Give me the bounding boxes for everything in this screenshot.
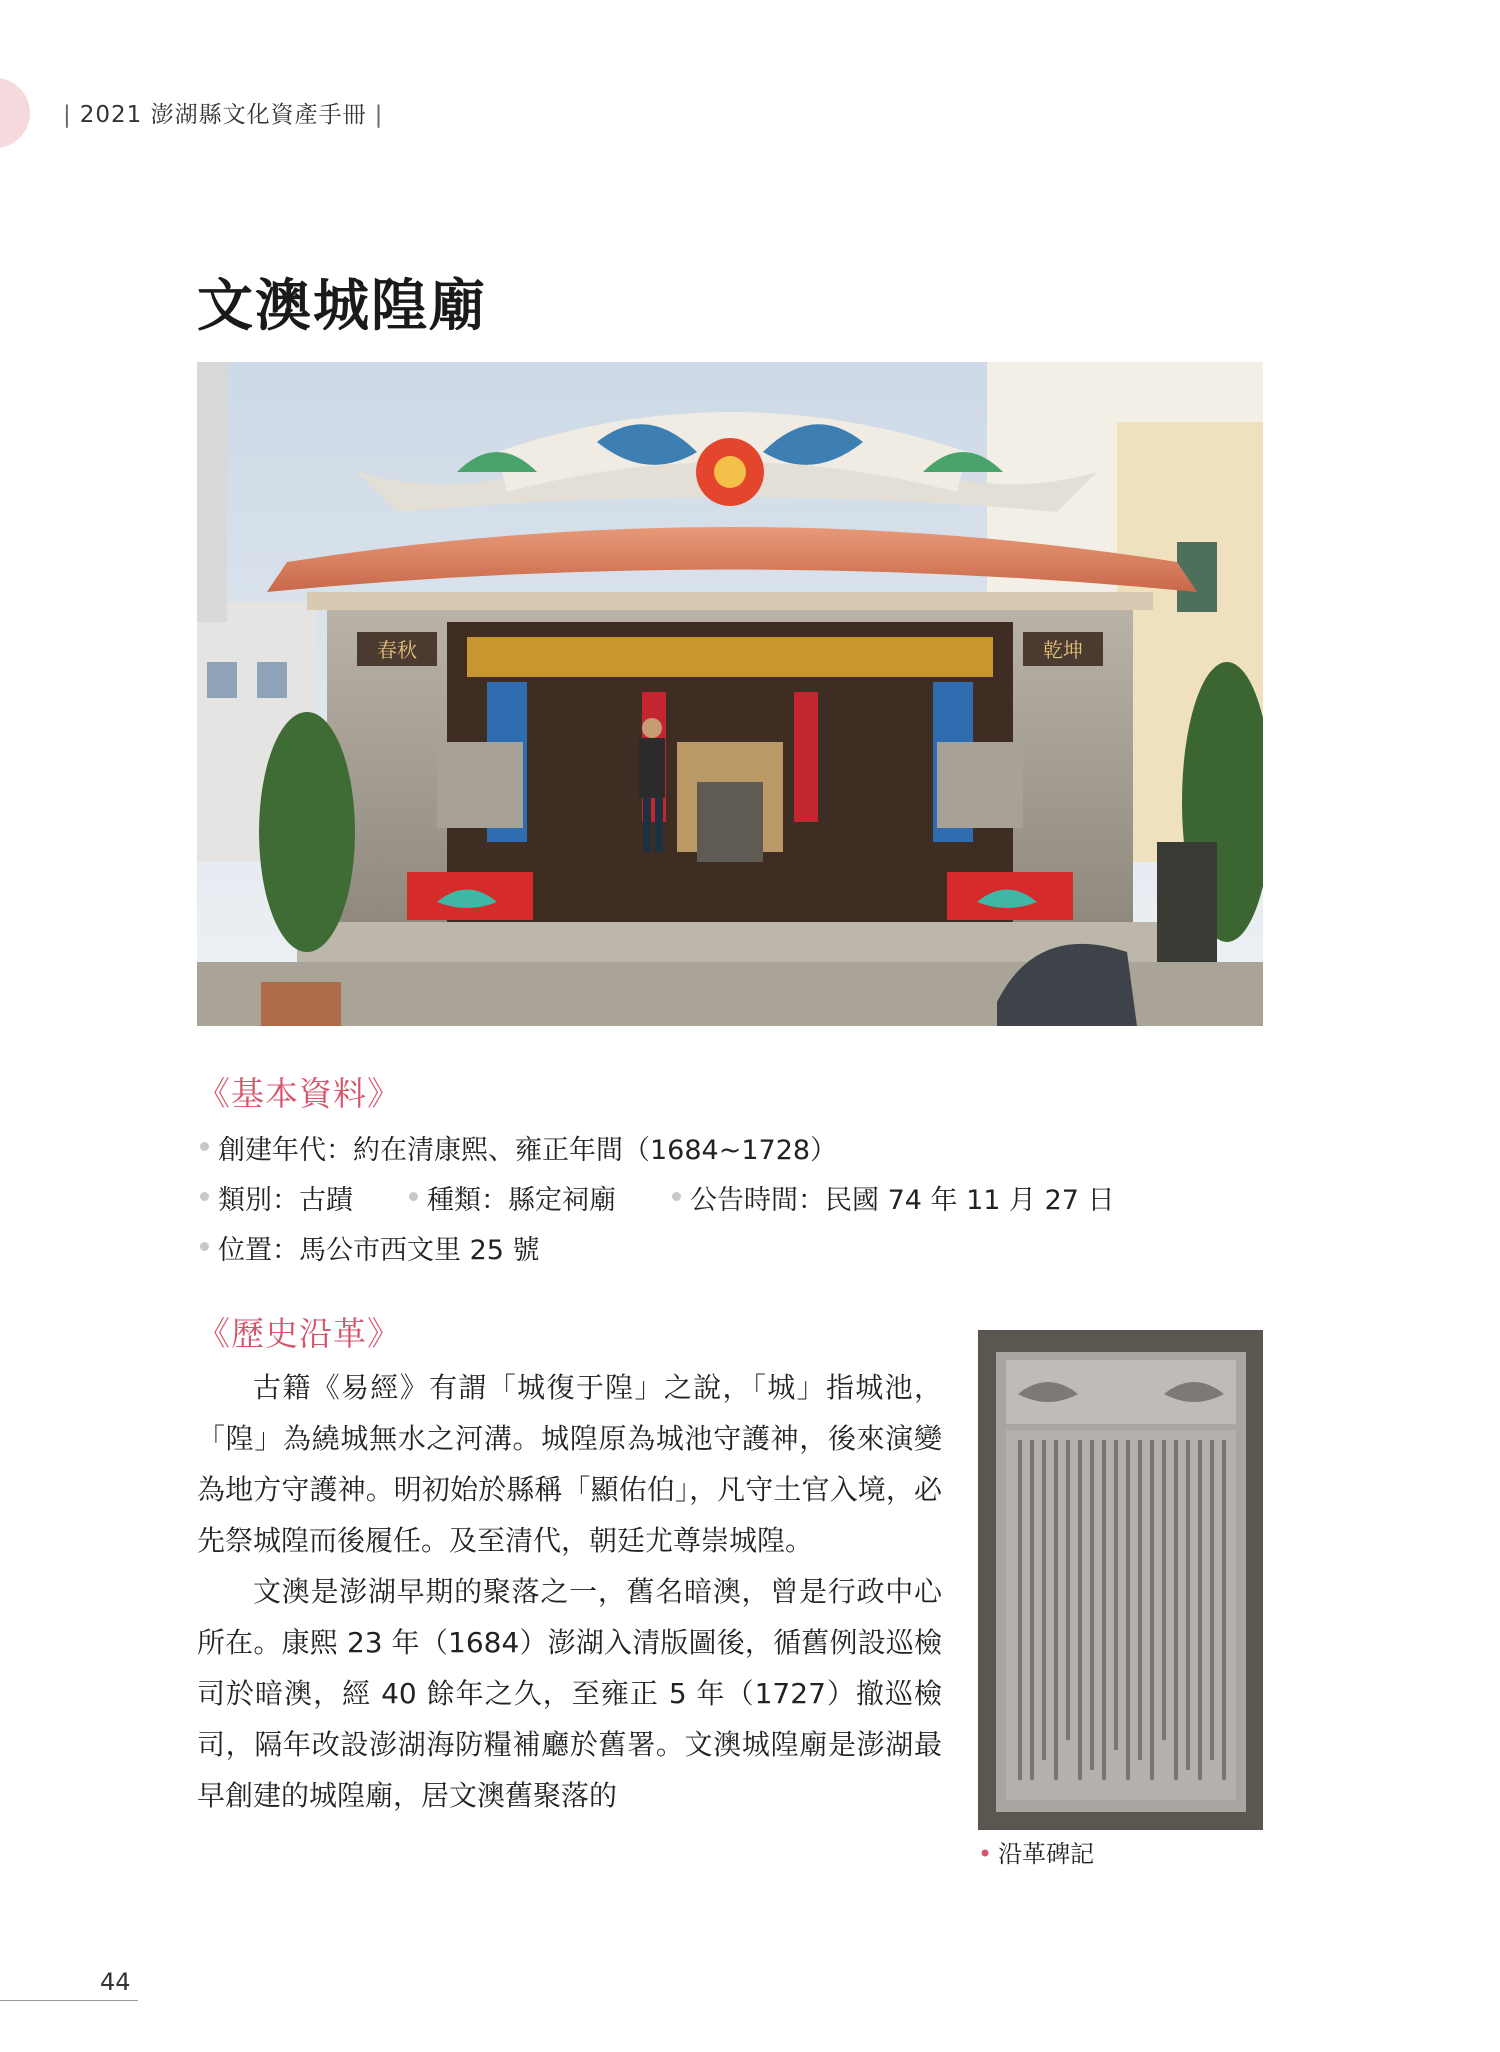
history-tablet-photo [978, 1330, 1263, 1830]
page-number: 44 [100, 1968, 131, 1996]
tablet-caption [978, 1834, 1094, 1869]
history-paragraph-1: 古籍《易經》有謂「城復于隍」之說，「城」指城池，「隍」為繞城無水之河溝。城隍原為城池守護神，後來演變為地方守護神。明初始於縣稱「顯佑伯」，凡守土官入境，必先祭城隍而後履任。及至清代，朝廷尤尊崇城隍。 [197, 1371, 942, 1557]
page-title: 文澳城隍廟 [197, 273, 487, 339]
history-paragraph-2: 文澳是澎湖早期的聚落之一，舊名暗澳，曾是行政中心所在。康熙 23 年（1684）澎湖入清版圖後，循舊例設巡檢司於暗澳，經 40 餘年之久，至雍正 5 年（1727）撤巡檢司，隔年改設澎湖海防糧補廳於舊署。文澳城隍廟是澎湖最早創建的城隍廟，居文澳舊聚落的 [197, 1575, 942, 1812]
info-line-founded [200, 1128, 837, 1167]
info-line-classification [200, 1178, 1115, 1217]
type-item: 種類：縣定祠廟 [409, 1178, 616, 1217]
running-header: | 2021 澎湖縣文化資產手冊 | [63, 102, 384, 128]
tablet-caption-text: 沿革碑記 [998, 1840, 1095, 1868]
history-heading: 《歷史沿革》 [197, 1314, 401, 1353]
category-item: 類別：古蹟 [200, 1178, 353, 1217]
corner-tab [0, 78, 30, 148]
temple-photo [197, 362, 1263, 1026]
founded-item: 創建年代：約在清康熙、雍正年間（1684~1728） [200, 1128, 837, 1167]
location-item: 位置：馬公市西文里 25 號 [200, 1228, 540, 1267]
plaque-left: 春秋 [377, 638, 417, 662]
plaque-right: 乾坤 [1043, 638, 1083, 662]
caption-bullet-icon: • [978, 1840, 993, 1868]
footer-rule [0, 2000, 138, 2001]
running-title: 2021 澎湖縣文化資產手冊 [79, 102, 367, 128]
announced-item: 公告時間：民國 74 年 11 月 27 日 [672, 1178, 1115, 1217]
history-body [197, 1362, 942, 1821]
basic-info-heading: 《基本資料》 [197, 1074, 401, 1113]
info-line-location [200, 1228, 540, 1267]
